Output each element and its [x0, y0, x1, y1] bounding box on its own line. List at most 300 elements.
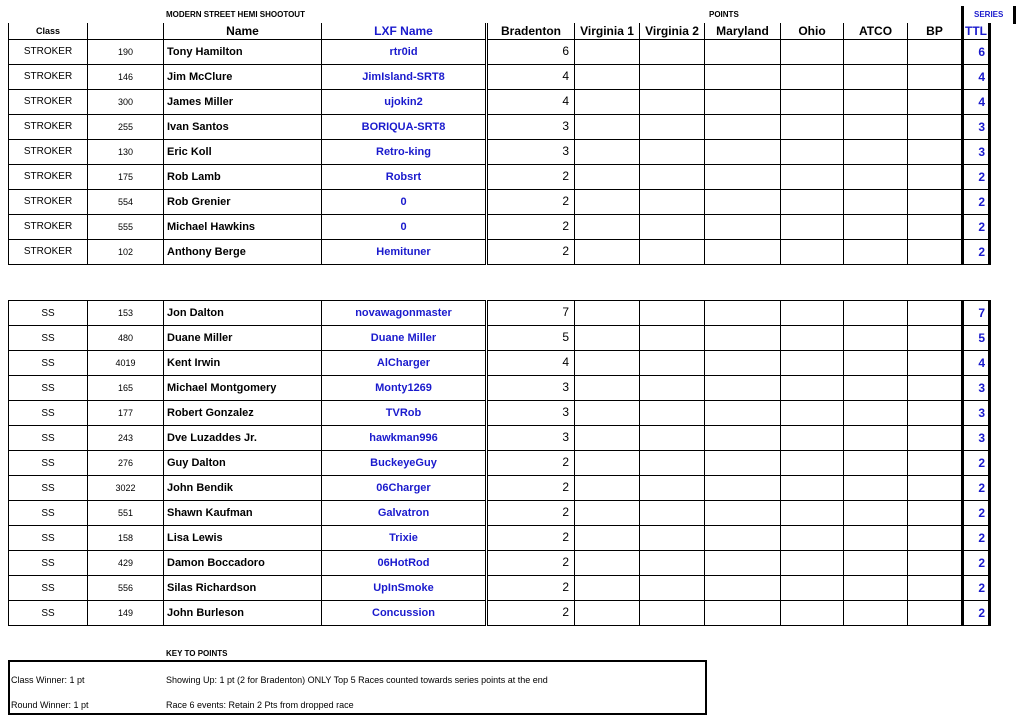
cell-virginia-2-points	[640, 301, 705, 326]
cell-lxf-name: UpInSmoke	[322, 576, 487, 601]
cell-class: SS	[9, 326, 88, 351]
header-number	[88, 23, 164, 39]
cell-bp-points	[908, 401, 963, 426]
cell-virginia-2-points	[640, 601, 705, 626]
cell-virginia-2-points	[640, 114, 705, 139]
cell-maryland-points	[705, 401, 781, 426]
cell-driver-name: Tony Hamilton	[164, 39, 322, 64]
cell-series-total: 4	[963, 351, 990, 376]
cell-driver-name: Eric Koll	[164, 139, 322, 164]
cell-atco-points	[844, 576, 908, 601]
cell-class: STROKER	[9, 39, 88, 64]
cell-ohio-points	[781, 551, 844, 576]
cell-series-total: 2	[963, 189, 990, 214]
cell-series-total: 4	[963, 64, 990, 89]
header-bradenton: Bradenton	[487, 23, 575, 39]
cell-bp-points	[908, 351, 963, 376]
cell-series-total: 2	[963, 164, 990, 189]
cell-lxf-name: 06Charger	[322, 476, 487, 501]
cell-atco-points	[844, 451, 908, 476]
cell-atco-points	[844, 501, 908, 526]
cell-atco-points	[844, 551, 908, 576]
cell-bp-points	[908, 326, 963, 351]
cell-virginia-1-points	[575, 501, 640, 526]
cell-series-total: 6	[963, 39, 990, 64]
cell-class: SS	[9, 426, 88, 451]
cell-bradenton-points: 3	[487, 114, 575, 139]
cell-lxf-name: hawkman996	[322, 426, 487, 451]
cell-atco-points	[844, 351, 908, 376]
cell-series-total: 2	[963, 501, 990, 526]
cell-bradenton-points: 3	[487, 401, 575, 426]
key-round-winner: Round Winner: 1 pt	[11, 700, 89, 710]
cell-virginia-2-points	[640, 89, 705, 114]
cell-class: STROKER	[9, 64, 88, 89]
cell-series-total: 3	[963, 401, 990, 426]
table-row	[9, 476, 990, 501]
cell-bp-points	[908, 64, 963, 89]
cell-ohio-points	[781, 64, 844, 89]
cell-atco-points	[844, 114, 908, 139]
cell-class: STROKER	[9, 164, 88, 189]
cell-maryland-points	[705, 476, 781, 501]
cell-bradenton-points: 2	[487, 501, 575, 526]
header-bp: BP	[908, 23, 963, 39]
cell-virginia-2-points	[640, 501, 705, 526]
series-divider	[961, 6, 964, 24]
series-label: SERIES	[974, 10, 1004, 19]
cell-virginia-1-points	[575, 189, 640, 214]
cell-virginia-1-points	[575, 451, 640, 476]
cell-ohio-points	[781, 89, 844, 114]
cell-lxf-name: BORIQUA-SRT8	[322, 114, 487, 139]
cell-class: SS	[9, 401, 88, 426]
cell-ohio-points	[781, 326, 844, 351]
cell-car-number: 3022	[88, 476, 164, 501]
cell-ohio-points	[781, 376, 844, 401]
cell-virginia-1-points	[575, 476, 640, 501]
cell-virginia-1-points	[575, 351, 640, 376]
series-divider-right	[1013, 6, 1016, 24]
cell-maryland-points	[705, 576, 781, 601]
cell-bp-points	[908, 39, 963, 64]
cell-bradenton-points: 2	[487, 476, 575, 501]
cell-virginia-1-points	[575, 214, 640, 239]
cell-lxf-name: 06HotRod	[322, 551, 487, 576]
table-row	[9, 451, 990, 476]
header-class: Class	[9, 23, 88, 39]
cell-driver-name: Silas Richardson	[164, 576, 322, 601]
cell-ohio-points	[781, 114, 844, 139]
header-atco: ATCO	[844, 23, 908, 39]
cell-bradenton-points: 3	[487, 376, 575, 401]
table-row	[9, 64, 990, 89]
cell-class: STROKER	[9, 114, 88, 139]
cell-maryland-points	[705, 601, 781, 626]
cell-bradenton-points: 3	[487, 426, 575, 451]
cell-maryland-points	[705, 89, 781, 114]
cell-bradenton-points: 2	[487, 551, 575, 576]
cell-class: SS	[9, 476, 88, 501]
cell-virginia-2-points	[640, 551, 705, 576]
cell-driver-name: Michael Hawkins	[164, 214, 322, 239]
cell-lxf-name: novawagonmaster	[322, 301, 487, 326]
cell-atco-points	[844, 601, 908, 626]
cell-class: SS	[9, 551, 88, 576]
cell-class: SS	[9, 376, 88, 401]
cell-ohio-points	[781, 501, 844, 526]
cell-car-number: 551	[88, 501, 164, 526]
cell-virginia-1-points	[575, 114, 640, 139]
header-virginia-1: Virginia 1	[575, 23, 640, 39]
cell-virginia-2-points	[640, 39, 705, 64]
cell-series-total: 2	[963, 476, 990, 501]
cell-bp-points	[908, 426, 963, 451]
cell-virginia-2-points	[640, 426, 705, 451]
cell-atco-points	[844, 376, 908, 401]
cell-driver-name: John Burleson	[164, 601, 322, 626]
cell-bradenton-points: 2	[487, 189, 575, 214]
cell-maryland-points	[705, 239, 781, 264]
cell-virginia-2-points	[640, 164, 705, 189]
cell-ohio-points	[781, 426, 844, 451]
cell-bradenton-points: 5	[487, 326, 575, 351]
cell-car-number: 158	[88, 526, 164, 551]
cell-ohio-points	[781, 39, 844, 64]
cell-lxf-name: TVRob	[322, 401, 487, 426]
cell-lxf-name: Galvatron	[322, 501, 487, 526]
cell-virginia-1-points	[575, 526, 640, 551]
cell-maryland-points	[705, 114, 781, 139]
header-row	[9, 23, 990, 39]
cell-virginia-1-points	[575, 89, 640, 114]
cell-car-number: 480	[88, 326, 164, 351]
cell-virginia-1-points	[575, 576, 640, 601]
cell-ohio-points	[781, 576, 844, 601]
cell-bradenton-points: 2	[487, 601, 575, 626]
cell-bp-points	[908, 214, 963, 239]
cell-virginia-2-points	[640, 351, 705, 376]
cell-car-number: 146	[88, 64, 164, 89]
table-row	[9, 164, 990, 189]
cell-bp-points	[908, 301, 963, 326]
cell-car-number: 165	[88, 376, 164, 401]
cell-car-number: 153	[88, 301, 164, 326]
table-row	[9, 351, 990, 376]
cell-car-number: 190	[88, 39, 164, 64]
cell-virginia-1-points	[575, 301, 640, 326]
cell-bradenton-points: 4	[487, 351, 575, 376]
cell-ohio-points	[781, 301, 844, 326]
key-class-winner: Class Winner: 1 pt	[11, 675, 85, 685]
cell-lxf-name: 0	[322, 214, 487, 239]
cell-car-number: 554	[88, 189, 164, 214]
table-row	[9, 114, 990, 139]
header-ohio: Ohio	[781, 23, 844, 39]
cell-virginia-2-points	[640, 139, 705, 164]
cell-bp-points	[908, 89, 963, 114]
cell-bradenton-points: 4	[487, 89, 575, 114]
cell-class: SS	[9, 526, 88, 551]
cell-bp-points	[908, 239, 963, 264]
cell-bradenton-points: 2	[487, 526, 575, 551]
cell-driver-name: Jim McClure	[164, 64, 322, 89]
cell-driver-name: James Miller	[164, 89, 322, 114]
cell-ohio-points	[781, 214, 844, 239]
cell-bradenton-points: 2	[487, 576, 575, 601]
stroker-standings-table	[8, 23, 991, 265]
cell-car-number: 102	[88, 239, 164, 264]
cell-class: SS	[9, 301, 88, 326]
cell-virginia-2-points	[640, 214, 705, 239]
cell-maryland-points	[705, 64, 781, 89]
cell-class: SS	[9, 451, 88, 476]
cell-series-total: 7	[963, 301, 990, 326]
table-row	[9, 551, 990, 576]
cell-class: STROKER	[9, 214, 88, 239]
cell-maryland-points	[705, 189, 781, 214]
cell-driver-name: Shawn Kaufman	[164, 501, 322, 526]
cell-virginia-2-points	[640, 401, 705, 426]
cell-atco-points	[844, 214, 908, 239]
table-row	[9, 526, 990, 551]
cell-bp-points	[908, 139, 963, 164]
cell-virginia-1-points	[575, 39, 640, 64]
cell-series-total: 4	[963, 89, 990, 114]
cell-lxf-name: Concussion	[322, 601, 487, 626]
cell-atco-points	[844, 39, 908, 64]
cell-series-total: 3	[963, 139, 990, 164]
cell-bp-points	[908, 164, 963, 189]
cell-maryland-points	[705, 526, 781, 551]
cell-atco-points	[844, 64, 908, 89]
cell-virginia-2-points	[640, 239, 705, 264]
cell-bp-points	[908, 376, 963, 401]
cell-driver-name: Rob Grenier	[164, 189, 322, 214]
key-title: KEY TO POINTS	[166, 649, 228, 658]
cell-bradenton-points: 3	[487, 139, 575, 164]
cell-driver-name: Duane Miller	[164, 326, 322, 351]
cell-maryland-points	[705, 301, 781, 326]
cell-driver-name: Kent Irwin	[164, 351, 322, 376]
cell-series-total: 2	[963, 451, 990, 476]
cell-lxf-name: JimIsland-SRT8	[322, 64, 487, 89]
header-name: Name	[164, 23, 322, 39]
cell-atco-points	[844, 526, 908, 551]
header-maryland: Maryland	[705, 23, 781, 39]
cell-maryland-points	[705, 376, 781, 401]
cell-series-total: 2	[963, 601, 990, 626]
cell-virginia-2-points	[640, 451, 705, 476]
cell-series-total: 3	[963, 426, 990, 451]
cell-ohio-points	[781, 526, 844, 551]
table-row	[9, 214, 990, 239]
cell-bp-points	[908, 576, 963, 601]
cell-class: STROKER	[9, 139, 88, 164]
cell-car-number: 4019	[88, 351, 164, 376]
cell-driver-name: Ivan Santos	[164, 114, 322, 139]
cell-bradenton-points: 2	[487, 214, 575, 239]
cell-maryland-points	[705, 501, 781, 526]
cell-bradenton-points: 2	[487, 239, 575, 264]
cell-lxf-name: Trixie	[322, 526, 487, 551]
cell-car-number: 175	[88, 164, 164, 189]
table-row	[9, 89, 990, 114]
cell-driver-name: Guy Dalton	[164, 451, 322, 476]
cell-lxf-name: Monty1269	[322, 376, 487, 401]
cell-virginia-2-points	[640, 326, 705, 351]
cell-driver-name: Michael Montgomery	[164, 376, 322, 401]
cell-virginia-2-points	[640, 576, 705, 601]
cell-atco-points	[844, 139, 908, 164]
cell-atco-points	[844, 426, 908, 451]
cell-driver-name: Robert Gonzalez	[164, 401, 322, 426]
cell-atco-points	[844, 301, 908, 326]
cell-bradenton-points: 2	[487, 164, 575, 189]
table-row	[9, 401, 990, 426]
cell-maryland-points	[705, 164, 781, 189]
cell-virginia-1-points	[575, 376, 640, 401]
table-row	[9, 326, 990, 351]
cell-bradenton-points: 7	[487, 301, 575, 326]
points-label: POINTS	[709, 10, 739, 19]
cell-atco-points	[844, 164, 908, 189]
cell-lxf-name: Hemituner	[322, 239, 487, 264]
header-ttl: TTL	[963, 23, 990, 39]
cell-ohio-points	[781, 476, 844, 501]
cell-bp-points	[908, 451, 963, 476]
header-lxf-name: LXF Name	[322, 23, 487, 39]
cell-atco-points	[844, 326, 908, 351]
cell-driver-name: John Bendik	[164, 476, 322, 501]
cell-class: SS	[9, 576, 88, 601]
cell-ohio-points	[781, 164, 844, 189]
table-row	[9, 39, 990, 64]
cell-class: STROKER	[9, 189, 88, 214]
cell-bp-points	[908, 526, 963, 551]
table-row	[9, 301, 990, 326]
cell-virginia-1-points	[575, 601, 640, 626]
cell-car-number: 255	[88, 114, 164, 139]
cell-maryland-points	[705, 426, 781, 451]
cell-lxf-name: Retro-king	[322, 139, 487, 164]
cell-ohio-points	[781, 601, 844, 626]
table-row	[9, 601, 990, 626]
cell-ohio-points	[781, 139, 844, 164]
cell-lxf-name: 0	[322, 189, 487, 214]
cell-car-number: 556	[88, 576, 164, 601]
cell-lxf-name: BuckeyeGuy	[322, 451, 487, 476]
cell-bp-points	[908, 501, 963, 526]
cell-maryland-points	[705, 351, 781, 376]
cell-maryland-points	[705, 451, 781, 476]
cell-ohio-points	[781, 189, 844, 214]
cell-driver-name: Jon Dalton	[164, 301, 322, 326]
cell-lxf-name: ujokin2	[322, 89, 487, 114]
cell-atco-points	[844, 239, 908, 264]
cell-car-number: 130	[88, 139, 164, 164]
cell-virginia-1-points	[575, 139, 640, 164]
cell-maryland-points	[705, 139, 781, 164]
cell-ohio-points	[781, 451, 844, 476]
cell-class: SS	[9, 351, 88, 376]
cell-car-number: 429	[88, 551, 164, 576]
key-race6: Race 6 events: Retain 2 Pts from dropped race	[166, 700, 354, 710]
cell-class: STROKER	[9, 239, 88, 264]
cell-driver-name: Rob Lamb	[164, 164, 322, 189]
table-row	[9, 139, 990, 164]
cell-atco-points	[844, 89, 908, 114]
cell-ohio-points	[781, 239, 844, 264]
cell-series-total: 5	[963, 326, 990, 351]
cell-bp-points	[908, 476, 963, 501]
cell-series-total: 2	[963, 239, 990, 264]
cell-bp-points	[908, 189, 963, 214]
cell-lxf-name: Duane Miller	[322, 326, 487, 351]
cell-virginia-1-points	[575, 426, 640, 451]
cell-bp-points	[908, 114, 963, 139]
cell-virginia-1-points	[575, 164, 640, 189]
cell-series-total: 2	[963, 576, 990, 601]
cell-driver-name: Dve Luzaddes Jr.	[164, 426, 322, 451]
cell-series-total: 2	[963, 551, 990, 576]
table-row	[9, 501, 990, 526]
table-row	[9, 426, 990, 451]
cell-virginia-1-points	[575, 551, 640, 576]
cell-series-total: 3	[963, 114, 990, 139]
cell-lxf-name: Robsrt	[322, 164, 487, 189]
cell-car-number: 555	[88, 214, 164, 239]
header-virginia-2: Virginia 2	[640, 23, 705, 39]
table-row	[9, 239, 990, 264]
cell-car-number: 276	[88, 451, 164, 476]
sheet-title: MODERN STREET HEMI SHOOTOUT	[166, 10, 305, 19]
cell-atco-points	[844, 476, 908, 501]
cell-atco-points	[844, 189, 908, 214]
cell-virginia-1-points	[575, 326, 640, 351]
cell-virginia-1-points	[575, 64, 640, 89]
table-row	[9, 576, 990, 601]
cell-virginia-2-points	[640, 376, 705, 401]
cell-bp-points	[908, 551, 963, 576]
cell-ohio-points	[781, 401, 844, 426]
cell-car-number: 149	[88, 601, 164, 626]
cell-virginia-2-points	[640, 526, 705, 551]
cell-driver-name: Damon Boccadoro	[164, 551, 322, 576]
cell-virginia-2-points	[640, 64, 705, 89]
cell-class: SS	[9, 601, 88, 626]
table-row	[9, 189, 990, 214]
cell-series-total: 3	[963, 376, 990, 401]
cell-car-number: 300	[88, 89, 164, 114]
cell-class: STROKER	[9, 89, 88, 114]
cell-driver-name: Lisa Lewis	[164, 526, 322, 551]
cell-car-number: 243	[88, 426, 164, 451]
cell-bp-points	[908, 601, 963, 626]
key-showing-up: Showing Up: 1 pt (2 for Bradenton) ONLY Top 5 Races counted towards series points at the end	[166, 675, 548, 685]
cell-maryland-points	[705, 214, 781, 239]
cell-ohio-points	[781, 351, 844, 376]
cell-driver-name: Anthony Berge	[164, 239, 322, 264]
cell-virginia-1-points	[575, 239, 640, 264]
cell-virginia-2-points	[640, 189, 705, 214]
cell-maryland-points	[705, 326, 781, 351]
ss-standings-table	[8, 300, 991, 626]
cell-class: SS	[9, 501, 88, 526]
cell-car-number: 177	[88, 401, 164, 426]
table-row	[9, 376, 990, 401]
cell-bradenton-points: 4	[487, 64, 575, 89]
